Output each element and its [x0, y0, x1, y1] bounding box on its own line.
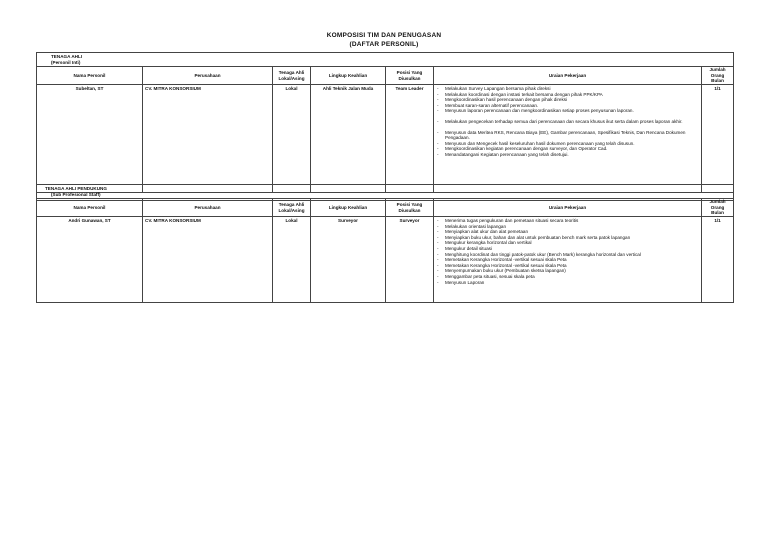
task-list: [436, 218, 699, 285]
list-item: - Menghitung koordinat dan tinggi patok-patok ukur (Bench Mark) kerangka horizontal dan vertical: [436, 252, 699, 258]
cell-nama: Andri Gunawan, ST: [37, 217, 143, 303]
section-subtitle: (Sub Profesional Staff): [51, 191, 101, 197]
cell-lingkup: Surveyor: [311, 217, 386, 303]
list-item: - Menyusun data Meritea RKS, Rencana Biaya (EE), Gambar perencanaan, Spesifikasi Teknis, Dan Rencana Dokumen Pengadaan.: [436, 130, 699, 141]
list-item: - Melakukan koordinasi dengan instasi terkait bersama dengan pihak PPK/KPA: [436, 92, 699, 98]
list-item: - Menyusun laporan perencanaan dan mengkoordinasikan setiap proses penyusunan laporan.: [436, 108, 699, 114]
table-header-row: [37, 66, 734, 85]
col-lingkup: Lingkup Keahlian: [311, 66, 386, 85]
cell-tenaga: Lokal: [273, 85, 311, 193]
col-tenaga: Tenaga Ahli Lokal/Asing: [273, 66, 311, 85]
table-row: [37, 85, 734, 193]
section-subtitle: (Personil Inti): [51, 59, 81, 65]
col-uraian: Uraian Pekerjaan: [434, 198, 702, 217]
cell-perusahaan: CV. MITRA KONSORSIUM: [143, 85, 273, 193]
cell-jumlah: 1/1: [702, 85, 734, 193]
list-item: - Menandatangani Kegiatan perencanaan yang telah disetujui.: [436, 152, 699, 158]
list-item: - Menyusun dan Mengecek hasil keseluruhan hasil dokumen perencanaan yang telah disusun.: [436, 141, 699, 147]
col-lingkup: Lingkup Keahlian: [311, 198, 386, 217]
col-jumlah: Jumlah Orang Bulan: [702, 198, 734, 217]
cell-uraian: [434, 217, 702, 303]
table-header-row: [37, 198, 734, 217]
list-item: - Menyusun Laporan: [436, 280, 699, 286]
list-item: - Mengukur detail situasi: [436, 246, 699, 252]
personnel-table-support: [36, 184, 734, 303]
list-item: - Memetakan Kerangka Horizontal -vertikal sesuai skala Peta: [436, 257, 699, 263]
cell-nama: Subeltan, ST: [37, 85, 143, 193]
list-item: - Melakukan Survey Lapangan bersama pihak direksi: [436, 86, 699, 92]
col-posisi: Posisi Yang Diusulkan: [386, 198, 434, 217]
col-perusahaan: Perusahaan: [143, 198, 273, 217]
personnel-table-core: [36, 52, 734, 201]
col-uraian: Uraian Pekerjaan: [434, 66, 702, 85]
col-jumlah: Jumlah Orang Bulan: [702, 66, 734, 85]
list-item: - Mengkoordinasikan kegiatan perencanaan dengan surveyor, dan Operator Cad.: [436, 146, 699, 152]
col-nama: Nama Personil: [37, 66, 143, 85]
list-item: - Melakukan orientasi lapangan: [436, 224, 699, 230]
document-title: KOMPOSISI TIM DAN PENUGASAN: [326, 32, 442, 39]
cell-posisi: Team Leader: [386, 85, 434, 193]
section-title: TENAGA AHLI: [51, 54, 83, 59]
col-tenaga: Tenaga Ahli Lokal/Asing: [273, 198, 311, 217]
col-perusahaan: Perusahaan: [143, 66, 273, 85]
section-heading: [37, 185, 734, 199]
list-item: - Menyempurnakan buku ukur (Pembuatan sketsa lapangan): [436, 268, 699, 274]
list-item: - Membuat saran-saran alternatif perencanaan.: [436, 103, 699, 109]
task-list: [436, 86, 699, 158]
list-item: - Menggambar peta situasi, sesuai skala peta: [436, 274, 699, 280]
list-item: - Menyiapkan buku ukur, bahan dan alat untuk pembuatan bench mark serta patok lapangan: [436, 235, 699, 241]
list-item: - Mengukur kerangka horizontal dan vertikal: [436, 240, 699, 246]
section-title: TENAGA AHLI PENDUKUNG: [45, 186, 107, 191]
col-posisi: Posisi Yang Diusulkan: [386, 66, 434, 85]
document-subtitle: (DAFTAR PERSONIL): [349, 41, 419, 48]
col-nama: Nama Personil: [37, 198, 143, 217]
list-item: - Menerima tugas pengukuran dan pemetaan situasi secara teoritis: [436, 218, 699, 224]
cell-uraian: [434, 85, 702, 193]
section-heading: [37, 53, 734, 67]
list-item: - Melakukan pengecekan terhadap semua dari perencanaan dan secara khusus ikut serta dalam proses laporan akhir.: [436, 119, 699, 125]
cell-perusahaan: CV. MITRA KONSORSIUM: [143, 217, 273, 303]
cell-lingkup: Ahli Teknik Jalan Muda: [311, 85, 386, 193]
cell-tenaga: Lokal: [273, 217, 311, 303]
table-row: [37, 217, 734, 303]
cell-jumlah: 1/1: [702, 217, 734, 303]
list-item: - Mengkoordinasikan hasil perencanaan dengan pihak direksi: [436, 97, 699, 103]
list-item: - Menyiapkan alat ukur dan alat pemetaan: [436, 229, 699, 235]
list-item: - Memetakan Kerangka Horizontal -vertikal sesuai skala Peta: [436, 263, 699, 269]
cell-posisi: Surveyor: [386, 217, 434, 303]
